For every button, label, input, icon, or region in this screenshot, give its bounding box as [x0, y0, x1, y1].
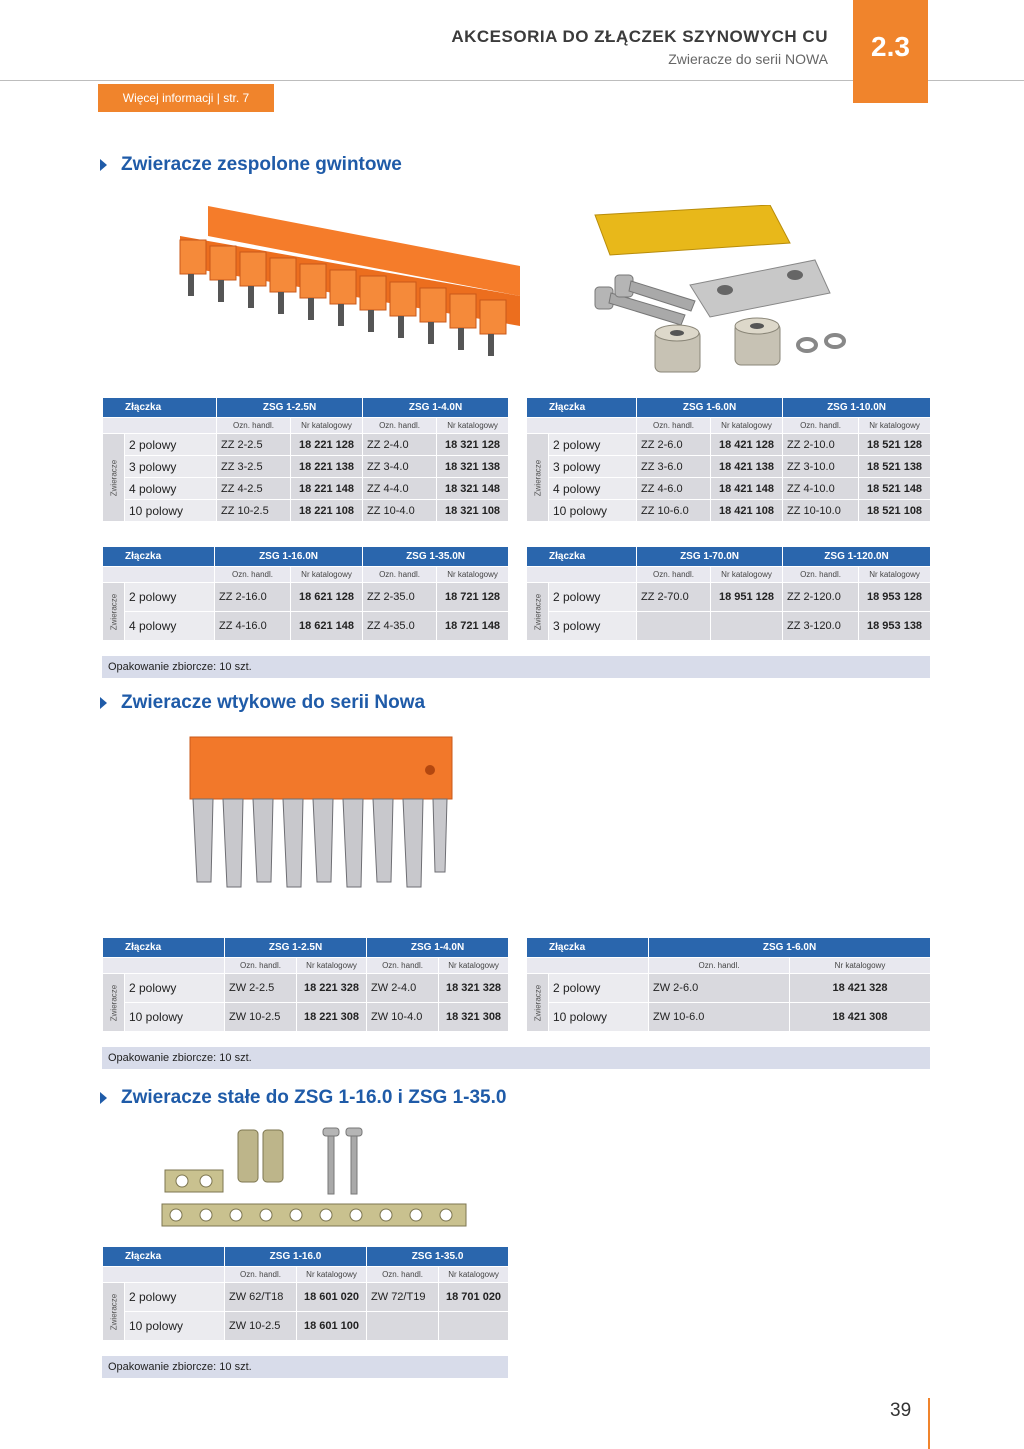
bolts	[595, 275, 695, 325]
header-catalog: Nr katalogowy	[711, 418, 783, 434]
threaded-bridge-image	[170, 196, 530, 396]
header-catalog: Nr katalogowy	[297, 958, 367, 974]
table-row: 10 polowy ZW 10-2.5 18 601 100	[103, 1312, 509, 1341]
table-row: 4 polowy ZZ 4-2.5 18 221 148 ZZ 4-4.0 18 321 148	[103, 478, 509, 500]
header-series: ZSG 1-6.0N	[649, 938, 931, 958]
plate-hole	[717, 285, 733, 295]
table-row: Zwieracze 2 polowy ZZ 2-70.0 18 951 128 ZZ 2-120.0 18 953 128	[527, 583, 931, 612]
page-number: 39	[890, 1400, 912, 1421]
plate-hole	[787, 270, 803, 280]
section-title-text: Zwieracze wtykowe do serii Nowa	[121, 692, 426, 713]
header-series: ZSG 1-4.0N	[363, 398, 509, 418]
header-catalog: Nr katalogowy	[437, 567, 509, 583]
header-catalog: Nr katalogowy	[437, 418, 509, 434]
table-row: 10 polowy ZZ 10-6.0 18 421 108 ZZ 10-10.0 18 521 108	[527, 500, 931, 522]
table-row: 10 polowy ZW 10-6.0 18 421 308	[527, 1003, 931, 1032]
packaging-note: Opakowanie zbiorcze: 10 szt.	[102, 656, 930, 678]
section-number-badge: 2.3	[853, 0, 928, 103]
table-plug-2	[526, 937, 931, 1032]
side-label: Zwieracze	[103, 583, 125, 641]
table-threaded-4	[526, 546, 931, 641]
header-subtitle: Zwieracze do serii NOWA	[668, 51, 828, 67]
header-connector: Złączka	[527, 547, 637, 567]
header-trade: Ozn. handl.	[225, 1267, 297, 1283]
side-label: Zwieracze	[103, 434, 125, 522]
header-trade: Ozn. handl.	[215, 567, 291, 583]
table-fixed	[102, 1246, 509, 1341]
more-info-link[interactable]: Więcej informacji | str. 7	[98, 84, 274, 112]
header-trade: Ozn. handl.	[637, 567, 711, 583]
section-arrow-icon	[100, 697, 107, 709]
table-row: Zwieracze 2 polowy ZW 2-6.0 18 421 328	[527, 974, 931, 1003]
spacer-sleeve	[238, 1130, 258, 1182]
table-row: 10 polowy ZW 10-2.5 18 221 308 ZW 10-4.0 18 321 308	[103, 1003, 509, 1032]
yellow-cover	[595, 205, 790, 255]
header-series: ZSG 1-2.5N	[217, 398, 363, 418]
header-catalog: Nr katalogowy	[439, 1267, 509, 1283]
table-row: 10 polowy ZZ 10-2.5 18 221 108 ZZ 10-4.0 18 321 108	[103, 500, 509, 522]
table-row: Zwieracze 2 polowy ZZ 2-6.0 18 421 128 ZZ 2-10.0 18 521 128	[527, 434, 931, 456]
header-trade: Ozn. handl.	[367, 958, 439, 974]
section-title-fixed	[100, 1087, 506, 1109]
header-catalog: Nr katalogowy	[790, 958, 931, 974]
side-label: Zwieracze	[103, 974, 125, 1032]
orange-plug-body	[190, 737, 452, 799]
header-trade: Ozn. handl.	[783, 418, 859, 434]
header-connector: Złączka	[103, 398, 217, 418]
header-trade: Ozn. handl.	[217, 418, 291, 434]
header-series: ZSG 1-35.0N	[363, 547, 509, 567]
cover-hardware-image	[585, 205, 885, 390]
table-row: 3 polowy ZZ 3-2.5 18 221 138 ZZ 3-4.0 18 321 138	[103, 456, 509, 478]
table-plug-1	[102, 937, 509, 1032]
table-row: Zwieracze 2 polowy ZZ 2-2.5 18 221 128 ZZ 2-4.0 18 321 128	[103, 434, 509, 456]
header-trade: Ozn. handl.	[637, 418, 711, 434]
header-trade: Ozn. handl.	[367, 1267, 439, 1283]
table-row: Zwieracze 2 polowy ZW 62/T18 18 601 020 ZW 72/T19 18 701 020	[103, 1283, 509, 1312]
side-label: Zwieracze	[527, 583, 549, 641]
fixed-bridge-image	[160, 1126, 470, 1232]
header-trade: Ozn. handl.	[649, 958, 790, 974]
header-trade: Ozn. handl.	[225, 958, 297, 974]
header-catalog: Nr katalogowy	[297, 1267, 367, 1283]
header-connector: Złączka	[103, 938, 225, 958]
spacer-sleeve	[263, 1130, 283, 1182]
table-threaded-3	[102, 546, 509, 641]
fixed-bolts	[323, 1128, 362, 1194]
table-row: 4 polowy ZZ 4-16.0 18 621 148 ZZ 4-35.0 18 721 148	[103, 612, 509, 641]
header-series: ZSG 1-16.0	[225, 1247, 367, 1267]
header-series: ZSG 1-70.0N	[637, 547, 783, 567]
table-threaded-1	[102, 397, 509, 522]
header-series: ZSG 1-120.0N	[783, 547, 931, 567]
header-series: ZSG 1-16.0N	[215, 547, 363, 567]
header-series: ZSG 1-6.0N	[637, 398, 783, 418]
table-row: Zwieracze 2 polowy ZZ 2-16.0 18 621 128 ZZ 2-35.0 18 721 128	[103, 583, 509, 612]
header-connector: Złączka	[103, 547, 215, 567]
header-title: AKCESORIA DO ZŁĄCZEK SZYNOWYCH CU	[451, 27, 828, 46]
table-row: Zwieracze 2 polowy ZW 2-2.5 18 221 328 ZW 2-4.0 18 321 328	[103, 974, 509, 1003]
metal-plate	[690, 260, 830, 317]
page-number-rule	[928, 1398, 930, 1449]
section-title-plug	[100, 692, 425, 714]
header-connector: Złączka	[527, 398, 637, 418]
side-label: Zwieracze	[527, 974, 549, 1032]
section-title-text: Zwieracze stałe do ZSG 1-16.0 i ZSG 1-35.0	[121, 1087, 507, 1108]
table-row: 4 polowy ZZ 4-6.0 18 421 148 ZZ 4-10.0 18 521 148	[527, 478, 931, 500]
section-title-threaded	[100, 154, 402, 176]
header-trade: Ozn. handl.	[363, 567, 437, 583]
header-series: ZSG 1-2.5N	[225, 938, 367, 958]
section-arrow-icon	[100, 159, 107, 171]
header-catalog: Nr katalogowy	[291, 567, 363, 583]
washers	[798, 335, 844, 351]
packaging-note: Opakowanie zbiorcze: 10 szt.	[102, 1047, 930, 1069]
plug-pins	[193, 799, 447, 887]
section-arrow-icon	[100, 1092, 107, 1104]
section-title-text: Zwieracze zespolone gwintowe	[121, 154, 402, 175]
table-threaded-2	[526, 397, 931, 522]
header-catalog: Nr katalogowy	[711, 567, 783, 583]
plug-hole	[425, 765, 435, 775]
header-connector: Złączka	[103, 1247, 225, 1267]
header-catalog: Nr katalogowy	[439, 958, 509, 974]
side-label: Zwieracze	[527, 434, 549, 522]
header-trade: Ozn. handl.	[363, 418, 437, 434]
header-catalog: Nr katalogowy	[859, 567, 931, 583]
header-series: ZSG 1-35.0	[367, 1247, 509, 1267]
header-trade: Ozn. handl.	[783, 567, 859, 583]
spacers	[655, 318, 780, 372]
plug-bridge-image	[185, 732, 455, 892]
header-connector: Złączka	[527, 938, 649, 958]
header-catalog: Nr katalogowy	[291, 418, 363, 434]
header-series: ZSG 1-4.0N	[367, 938, 509, 958]
short-bar	[165, 1170, 223, 1192]
table-row: 3 polowy ZZ 3-120.0 18 953 138	[527, 612, 931, 641]
header-series: ZSG 1-10.0N	[783, 398, 931, 418]
packaging-note: Opakowanie zbiorcze: 10 szt.	[102, 1356, 508, 1378]
side-label: Zwieracze	[103, 1283, 125, 1341]
table-row: 3 polowy ZZ 3-6.0 18 421 138 ZZ 3-10.0 18 521 138	[527, 456, 931, 478]
header-catalog: Nr katalogowy	[859, 418, 931, 434]
